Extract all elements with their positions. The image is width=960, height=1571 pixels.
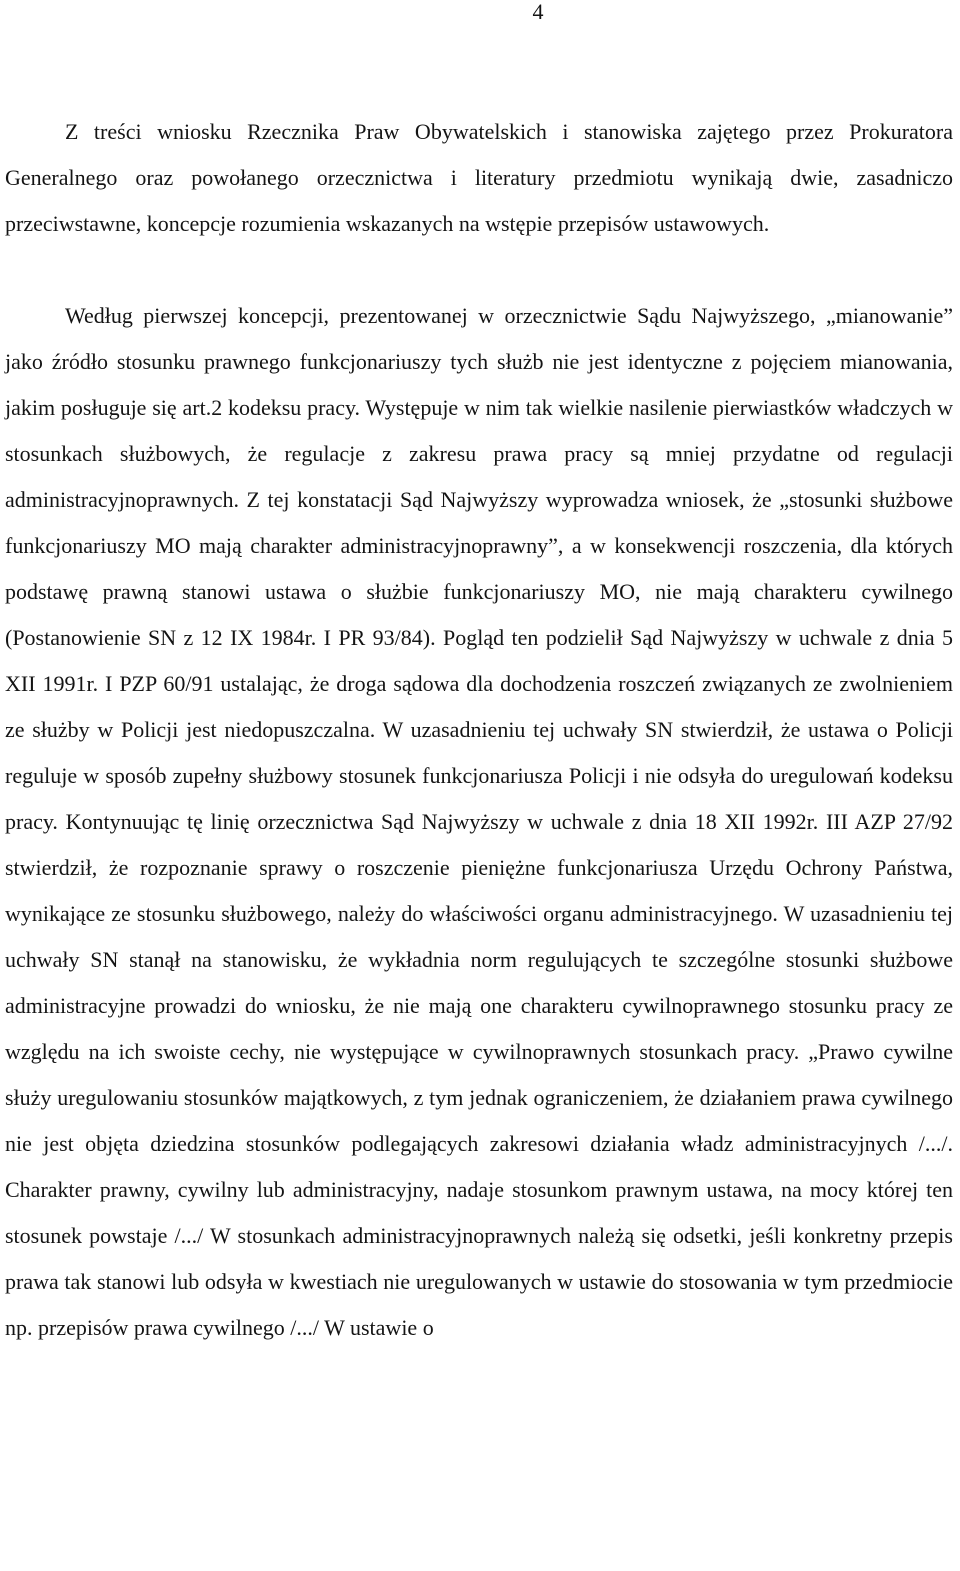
paragraph-2: Według pierwszej koncepcji, prezentowanej w orzecznictwie Sądu Najwyższego, „mianowanie” jako źródło stosunku prawnego funkcjonariuszy tych służb nie jest identyczne z pojęciem mianowania, jakim posługuje się art.2 kodeksu pracy. Występuje w nim tak wielkie nasilenie pierwiastków władczych w stosunkach służbowych, że regulacje z zakresu prawa pracy są mniej przydatne od regulacji administracyjnoprawnych. Z tej konstatacji Sąd Najwyższy wyprowadza wniosek, że „stosunki służbowe funkcjonariuszy MO mają charakter administracyjnoprawny”, a w konsekwencji roszczenia, dla których podstawę prawną stanowi ustawa o służbie funkcjonariuszy MO, nie mają charakteru cywilnego (Postanowienie SN z 12 IX 1984r. I PR 93/84). Pogląd ten podzielił Sąd Najwyższy w uchwale z dnia 5 XII 1991r. I PZP 60/91 ustalając, że droga sądowa dla dochodzenia roszczeń związanych ze zwolnieniem ze służby w Policji jest niedopuszczalna. W uzasadnieniu tej uchwały SN stwierdził, że ustawa o Policji reguluje w sposób zupełny służbowy stosunek funkcjonariusza Policji i nie odsyła do uregulowań kodeksu pracy. Kontynuując tę linię orzecznictwa Sąd Najwyższy w uchwale z dnia 18 XII 1992r. III AZP 27/92 stwierdził, że rozpoznanie sprawy o roszczenie pieniężne funkcjonariusza Urzędu Ochrony Państwa, wynikające ze stosunku służbowego, należy do właściwości organu administracyjnego. W uzasadnieniu tej uchwały SN stanął na stanowisku, że wykładnia norm regulujących te szczególne stosunki służbowe administracyjne prowadzi do wniosku, że nie mają one charakteru cywilnoprawnego stosunku pracy ze względu na ich swoiste cechy, nie występujące w cywilnoprawnych stosunkach pracy. „Prawo cywilne służy uregulowaniu stosunków majątkowych, z tym jednak ograniczeniem, że działaniem prawa cywilnego nie jest objęta dziedzina stosunków podlegających zakresowi działania władz administracyjnych /.../. Charakter prawny, cywilny lub administracyjny, nadaje stosunkom prawnym ustawa, na mocy której ten stosunek powstaje /.../ W stosunkach administracyjnoprawnych należą się odsetki, jeśli konkretny przepis prawa tak stanowi lub odsyła w kwestiach nie uregulowanych w ustawie do stosowania w tym przedmiocie np. przepisów prawa cywilnego /.../ W ustawie o [5, 303, 953, 1340]
page-number: 4 [532, 0, 544, 24]
paragraph-1: Z treści wniosku Rzecznika Praw Obywatelskich i stanowiska zajętego przez Prokuratora Generalnego oraz powołanego orzecznictwa i literatury przedmiotu wynikają dwie, zasadniczo przeciwstawne, koncepcje rozumienia wskazanych na wstępie przepisów ustawowych. [5, 119, 953, 236]
document-body [5, 109, 953, 1351]
